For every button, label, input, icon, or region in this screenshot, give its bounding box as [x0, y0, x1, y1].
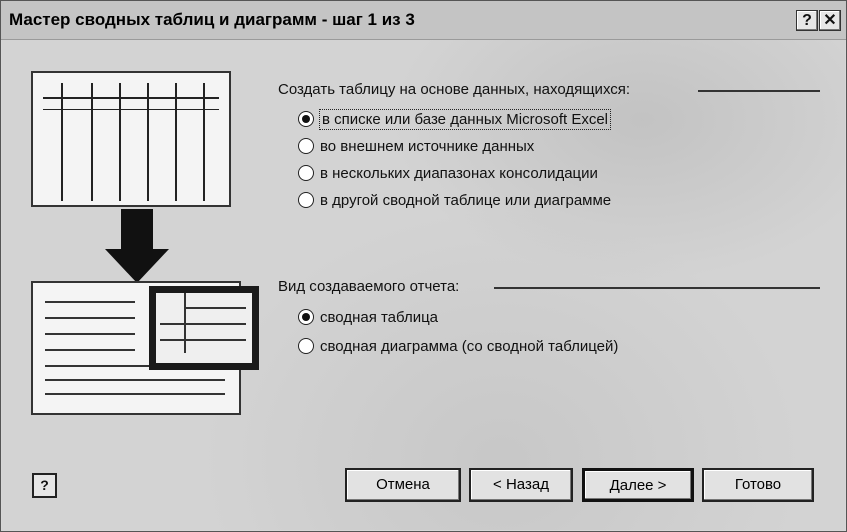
- arrow-stem: [121, 209, 153, 251]
- next-button[interactable]: Далее >: [582, 468, 694, 502]
- source-section-divider: [698, 90, 820, 92]
- report-option-pivot-chart[interactable]: [298, 335, 618, 357]
- source-table-picture: [31, 71, 231, 207]
- report-option-pivot-table[interactable]: [298, 306, 438, 328]
- radio-excel-list[interactable]: [298, 111, 314, 127]
- radio-pivot-table[interactable]: [298, 309, 314, 325]
- window-title: Мастер сводных таблиц и диаграмм - шаг 1 из 3: [9, 10, 415, 29]
- source-option-consolidation[interactable]: [298, 162, 598, 184]
- source-option-label: в другой сводной таблице или диаграмме: [320, 191, 612, 209]
- finish-button[interactable]: Готово: [702, 468, 814, 502]
- help-button[interactable]: ?: [32, 473, 57, 498]
- radio-external[interactable]: [298, 138, 314, 154]
- report-section-label: Вид создаваемого отчета:: [278, 278, 460, 295]
- source-option-label: в списке или базе данных Microsoft Excel: [322, 110, 608, 128]
- source-option-label: во внешнем источнике данных: [320, 137, 535, 155]
- source-option-external[interactable]: [298, 135, 534, 157]
- report-option-label: сводная таблица: [320, 308, 439, 326]
- cancel-button[interactable]: Отмена: [345, 468, 461, 502]
- title-help-button[interactable]: ?: [796, 10, 818, 31]
- title-bar: [1, 1, 846, 40]
- source-section-label: Создать таблицу на основе данных, находящихся:: [278, 81, 631, 98]
- source-option-excel-list[interactable]: [298, 108, 610, 130]
- radio-consolidation[interactable]: [298, 165, 314, 181]
- close-button[interactable]: ✕: [819, 10, 841, 31]
- radio-pivot-chart[interactable]: [298, 338, 314, 354]
- radio-other-pivot[interactable]: [298, 192, 314, 208]
- back-button[interactable]: < Назад: [469, 468, 573, 502]
- source-option-other-pivot[interactable]: [298, 189, 611, 211]
- report-section-divider: [494, 287, 820, 289]
- report-option-label: сводная диаграмма (со сводной таблицей): [320, 337, 619, 355]
- down-arrow-icon: [105, 249, 169, 283]
- source-option-label: в нескольких диапазонах консолидации: [320, 164, 598, 182]
- wizard-illustration: [21, 71, 243, 416]
- pivot-table-picture: [149, 286, 259, 370]
